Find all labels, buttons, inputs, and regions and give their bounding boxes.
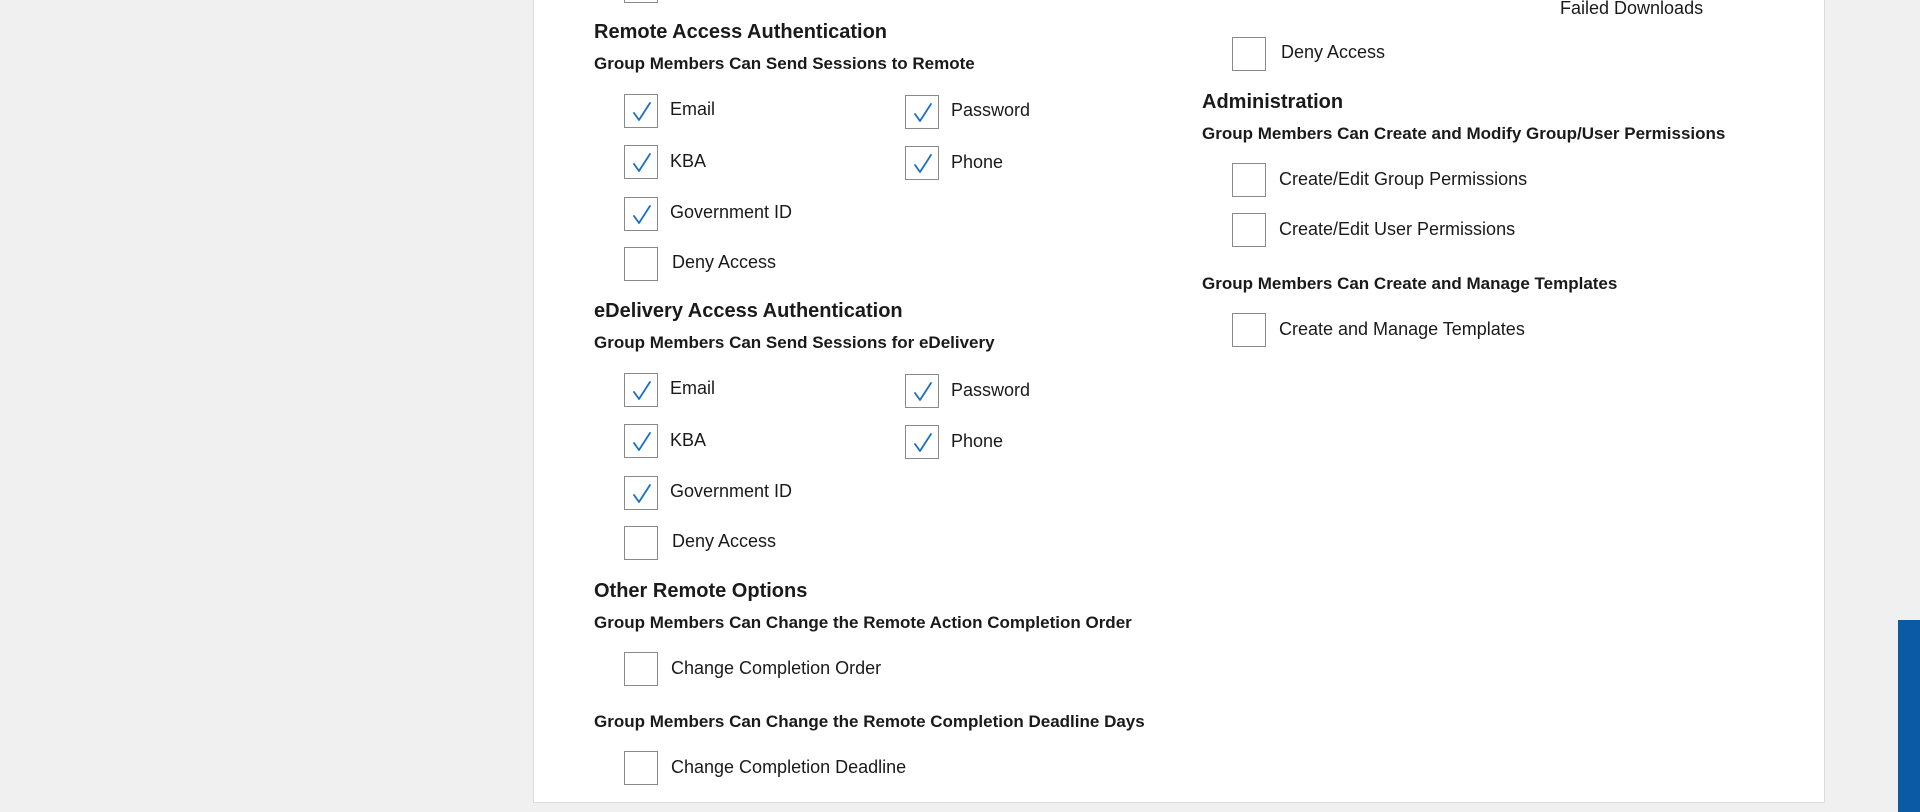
remote-email-label: Email bbox=[670, 99, 716, 119]
remote-password-checkbox[interactable] bbox=[905, 95, 939, 129]
checkmark-icon bbox=[631, 483, 653, 505]
checkmark-icon bbox=[912, 102, 934, 124]
remote-deny-access-label: Deny Access bbox=[672, 252, 777, 272]
checkmark-icon bbox=[631, 101, 653, 123]
checkmark-icon bbox=[631, 204, 653, 226]
change-completion-order-checkbox[interactable] bbox=[624, 652, 658, 686]
edelivery-phone-label: Phone bbox=[951, 431, 1004, 451]
administration-title: Administration bbox=[1202, 91, 1344, 113]
remote-phone-checkbox[interactable] bbox=[905, 146, 939, 180]
partial-checkbox[interactable] bbox=[624, 0, 658, 3]
checkmark-icon bbox=[912, 432, 934, 454]
permissions-panel bbox=[533, 0, 1825, 803]
checkmark-icon bbox=[912, 153, 934, 175]
create-group-permissions-checkbox[interactable] bbox=[1232, 163, 1266, 197]
edelivery-government-id-checkbox[interactable] bbox=[624, 476, 658, 510]
remote-password-label: Password bbox=[951, 100, 1031, 120]
checkmark-icon bbox=[631, 152, 653, 174]
right-deny-access-checkbox[interactable] bbox=[1232, 37, 1266, 71]
create-user-permissions-label: Create/Edit User Permissions bbox=[1279, 219, 1516, 239]
edelivery-phone-checkbox[interactable] bbox=[905, 425, 939, 459]
completion-order-subtitle: Group Members Can Change the Remote Action Completion Order bbox=[594, 613, 1132, 632]
edelivery-government-id-label: Government ID bbox=[670, 481, 793, 501]
create-group-permissions-label: Create/Edit Group Permissions bbox=[1279, 169, 1528, 189]
remote-phone-label: Phone bbox=[951, 152, 1004, 172]
edelivery-password-label: Password bbox=[951, 380, 1031, 400]
change-completion-deadline-checkbox[interactable] bbox=[624, 751, 658, 785]
templates-subtitle: Group Members Can Create and Manage Templates bbox=[1202, 274, 1618, 293]
change-completion-deadline-label: Change Completion Deadline bbox=[671, 757, 907, 777]
other-remote-title: Other Remote Options bbox=[594, 580, 808, 602]
completion-deadline-subtitle: Group Members Can Change the Remote Completion Deadline Days bbox=[594, 712, 1145, 731]
edelivery-access-subtitle: Group Members Can Send Sessions for eDelivery bbox=[594, 333, 995, 352]
edelivery-access-title: eDelivery Access Authentication bbox=[594, 300, 903, 322]
remote-government-id-label: Government ID bbox=[670, 202, 793, 222]
edelivery-email-checkbox[interactable] bbox=[624, 373, 658, 407]
remote-kba-checkbox[interactable] bbox=[624, 145, 658, 179]
remote-kba-label: KBA bbox=[670, 151, 707, 171]
edelivery-email-label: Email bbox=[670, 378, 716, 398]
manage-templates-label: Create and Manage Templates bbox=[1279, 319, 1525, 339]
edelivery-deny-access-checkbox[interactable] bbox=[624, 526, 658, 560]
scrollbar-thumb[interactable] bbox=[1898, 620, 1920, 812]
remote-access-title: Remote Access Authentication bbox=[594, 21, 888, 43]
remote-email-checkbox[interactable] bbox=[624, 94, 658, 128]
permissions-subtitle: Group Members Can Create and Modify Group/User Permissions bbox=[1202, 124, 1726, 143]
remote-access-subtitle: Group Members Can Send Sessions to Remote bbox=[594, 54, 975, 73]
checkmark-icon bbox=[631, 380, 653, 402]
change-completion-order-label: Change Completion Order bbox=[671, 658, 882, 678]
remote-government-id-checkbox[interactable] bbox=[624, 197, 658, 231]
checkmark-icon bbox=[912, 381, 934, 403]
remote-deny-access-checkbox[interactable] bbox=[624, 247, 658, 281]
create-user-permissions-checkbox[interactable] bbox=[1232, 213, 1266, 247]
manage-templates-checkbox[interactable] bbox=[1232, 313, 1266, 347]
right-deny-access-label: Deny Access bbox=[1281, 42, 1386, 62]
edelivery-password-checkbox[interactable] bbox=[905, 374, 939, 408]
edelivery-kba-label: KBA bbox=[670, 430, 707, 450]
edelivery-kba-checkbox[interactable] bbox=[624, 424, 658, 458]
checkmark-icon bbox=[631, 431, 653, 453]
edelivery-deny-access-label: Deny Access bbox=[672, 531, 777, 551]
failed-downloads-label: Failed Downloads bbox=[1560, 0, 1704, 18]
